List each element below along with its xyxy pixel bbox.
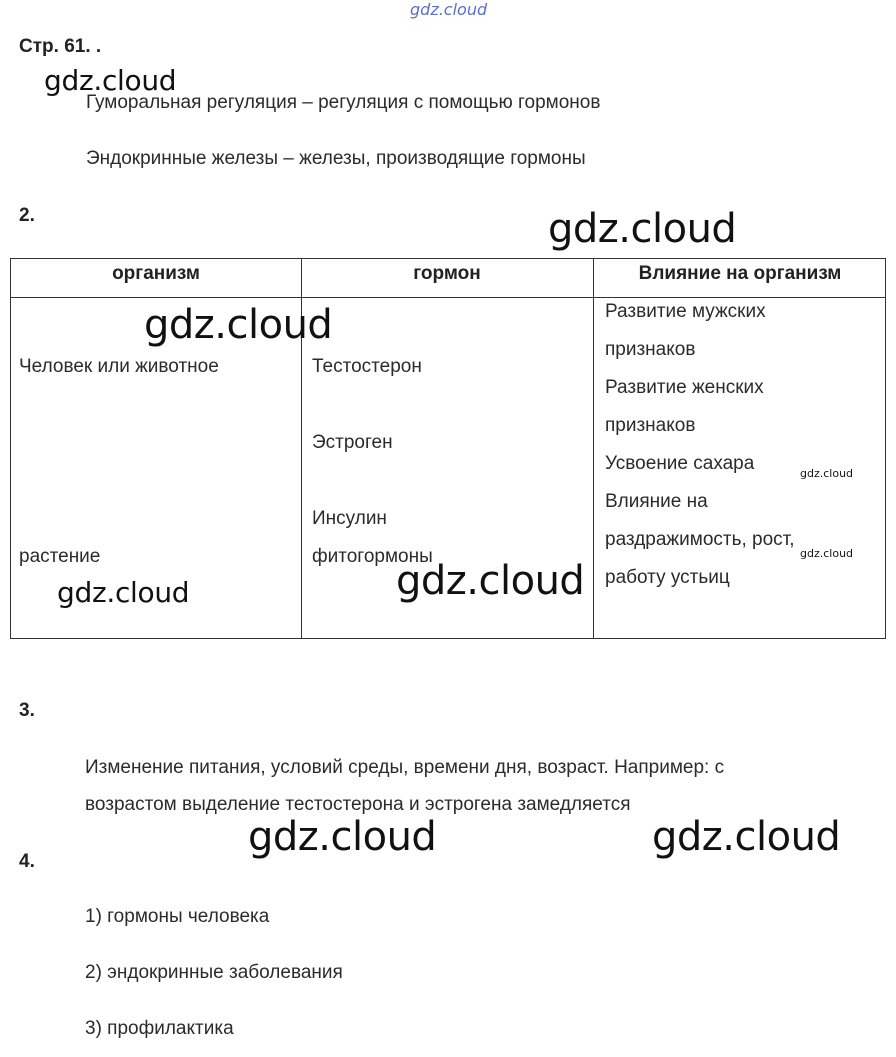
header-effect: Влияние на организм (638, 263, 842, 284)
task-2-number: 2. (19, 205, 35, 226)
effect-line: Развитие мужских (605, 301, 766, 322)
watermark: gdz.cloud (548, 206, 737, 252)
effect-line: признаков (605, 415, 696, 436)
watermark: gdz.cloud (57, 576, 190, 609)
effect-line: Влияние на (605, 491, 708, 512)
hormone-phytohormones: фитогормоны (312, 546, 433, 567)
header-hormone: гормон (413, 263, 481, 284)
table-divider (593, 259, 594, 638)
page-reference: Стр. 61. . (19, 36, 102, 57)
effect-line: Развитие женских (605, 377, 764, 398)
header-organism: организм (112, 263, 200, 284)
organism-plant: растение (19, 546, 101, 567)
hormone-testosterone: Тестостерон (312, 356, 422, 377)
task-4-item: 3) профилактика (85, 1018, 234, 1039)
effect-line: признаков (605, 339, 696, 360)
effect-line: Усвоение сахара (605, 453, 755, 474)
watermark: gdz.cloud (652, 814, 841, 860)
effect-line: раздражимость, рост, (605, 529, 795, 550)
task-4-item: 1) гормоны человека (85, 906, 270, 927)
task-4-item: 2) эндокринные заболевания (85, 962, 343, 983)
watermark: gdz.cloud (800, 547, 854, 560)
watermark: gdz.cloud (248, 814, 437, 860)
task-3-number: 3. (19, 700, 35, 721)
task-3-line: Изменение питания, условий среды, времени дня, возраст. Например: с (85, 757, 725, 778)
hormone-insulin: Инсулин (312, 508, 387, 529)
effect-line: работу устьиц (605, 567, 730, 588)
watermark: gdz.cloud (396, 558, 585, 604)
task-4-number: 4. (19, 851, 35, 872)
definition-humoral: Гуморальная регуляция – регуляция с помощью гормонов (86, 92, 601, 113)
hormone-estrogen: Эстроген (312, 432, 393, 453)
watermark-top: gdz.cloud (410, 0, 488, 19)
watermark: gdz.cloud (144, 302, 333, 348)
organism-human-animal: Человек или животное (19, 356, 219, 377)
task-3-line: возрастом выделение тестостерона и эстрогена замедляется (85, 794, 631, 815)
watermark: gdz.cloud (44, 64, 177, 97)
definition-endocrine: Эндокринные железы – железы, производящие гормоны (86, 148, 586, 169)
watermark: gdz.cloud (800, 467, 854, 480)
